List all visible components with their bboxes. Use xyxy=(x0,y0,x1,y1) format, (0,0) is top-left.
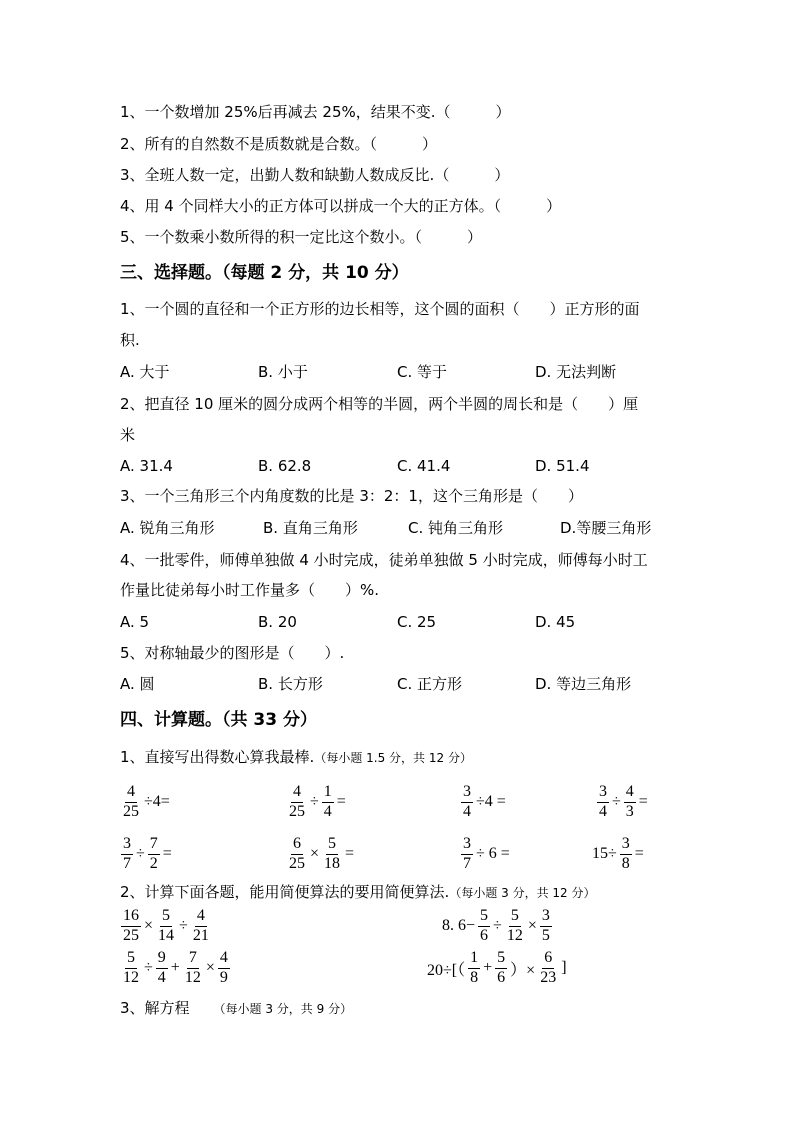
choice-q3-option-d: D.等腰三角形 xyxy=(560,519,652,537)
judgement-item-1: 1、一个数增加 25%后再减去 25%，结果不变.（ ） xyxy=(120,103,511,121)
calc-q3-label xyxy=(120,998,352,1019)
choice-q5-option-c: C. 正方形 xyxy=(397,675,463,693)
calc-expr-3: $\frac{5}{12}$ ÷ $\frac{9}{4}$ + $\frac{7}{12}$ × $\frac{4}{9}$ xyxy=(123,949,228,986)
mental-expr-8: 15÷ $\frac{3}{8}$ = xyxy=(592,835,644,872)
calc-q1-text: 1、直接写出得数心算我最棒. xyxy=(120,748,315,766)
choice-q2-option-a: A. 31.4 xyxy=(120,457,173,475)
choice-q2-option-c: C. 41.4 xyxy=(397,457,451,475)
choice-q1-option-d: D. 无法判断 xyxy=(535,363,617,381)
choice-q3-line1: 3、一个三角形三个内角度数的比是 3：2：1，这个三角形是（ ） xyxy=(120,487,583,505)
choice-q5-option-d: D. 等边三角形 xyxy=(535,675,632,693)
mental-expr-2: $\frac{4}{25}$ ÷ $\frac{1}{4}$ = xyxy=(289,783,346,820)
mental-expr-3: $\frac{3}{4}$ ÷4 = xyxy=(463,783,506,820)
choice-q4-line1: 4、一批零件，师傅单独做 4 小时完成，徒弟单独做 5 小时完成，师傅每小时工 xyxy=(120,551,648,569)
mental-expr-1: $\frac{4}{25}$ ÷4= xyxy=(123,783,170,820)
choice-q1-option-b: B. 小于 xyxy=(258,363,308,381)
judgement-item-4: 4、用 4 个同样大小的正方体可以拼成一个大的正方体。（ ） xyxy=(120,197,562,215)
mental-expr-5: $\frac{3}{7}$ ÷ $\frac{7}{2}$ = xyxy=(123,835,172,872)
choice-q5-option-b: B. 长方形 xyxy=(258,675,323,693)
choice-q2-line1: 2、把直径 10 厘米的圆分成两个相等的半圆，两个半圆的周长和是（ ）厘 xyxy=(120,395,639,413)
calc-expr-2: 8. 6− $\frac{5}{6}$ ÷ $\frac{5}{12}$ × $\frac{3}{5}$ xyxy=(442,907,550,944)
calc-q1-note: （每小题 1.5 分，共 12 分） xyxy=(314,751,472,765)
choice-q2-option-d: D. 51.4 xyxy=(535,457,590,475)
choice-q2-option-b: B. 62.8 xyxy=(258,457,312,475)
calc-q1-label xyxy=(120,747,472,768)
choice-q1-line1: 1、一个圆的直径和一个正方形的边长相等，这个圆的面积（ ）正方形的面 xyxy=(120,300,640,318)
choice-q2-line2: 米 xyxy=(120,426,136,444)
calc-q2-text: 2、计算下面各题，能用简便算法的要用简便算法. xyxy=(120,883,450,901)
mental-expr-6: $\frac{6}{25}$ × $\frac{5}{18}$ = xyxy=(289,835,355,872)
calc-q2-note: （每小题 3 分，共 12 分） xyxy=(449,886,596,900)
choice-q1-line2: 积. xyxy=(120,331,140,349)
choice-q5-option-a: A. 圆 xyxy=(120,675,155,693)
choice-q3-option-b: B. 直角三角形 xyxy=(263,519,358,537)
choice-q4-line2: 作量比徒弟每小时工作量多（ ）%. xyxy=(120,581,380,599)
judgement-item-3: 3、全班人数一定，出勤人数和缺勤人数成反比.（ ） xyxy=(120,166,510,184)
judgement-item-2: 2、所有的自然数不是质数就是合数。（ ） xyxy=(120,135,438,153)
section-3-title: 三、选择题。（每题 2 分，共 10 分） xyxy=(120,263,409,283)
choice-q4-option-d: D. 45 xyxy=(535,613,576,631)
choice-q3-option-c: C. 钝角三角形 xyxy=(408,519,504,537)
mental-expr-7: $\frac{3}{7}$ ÷ 6 = xyxy=(463,835,510,872)
calc-q2-label xyxy=(120,882,596,903)
choice-q4-option-b: B. 20 xyxy=(258,613,297,631)
calc-expr-4: 20÷[（ $\frac{1}{8}$ + $\frac{5}{6}$ ）× $\frac{6}{23}$ ] xyxy=(427,949,567,986)
section-4-title: 四、计算题。（共 33 分） xyxy=(120,710,317,730)
choice-q4-option-a: A. 5 xyxy=(120,613,150,631)
mental-expr-4: $\frac{3}{4}$ ÷ $\frac{4}{3}$ = xyxy=(599,783,648,820)
judgement-item-5: 5、一个数乘小数所得的积一定比这个数小。（ ） xyxy=(120,228,483,246)
calc-q3-note: （每小题 3 分，共 9 分） xyxy=(213,1002,353,1016)
choice-q4-option-c: C. 25 xyxy=(397,613,437,631)
choice-q1-option-c: C. 等于 xyxy=(397,363,448,381)
calc-expr-1: $\frac{16}{25}$ × $\frac{5}{14}$ ÷ $\frac{4}{21}$ xyxy=(123,907,209,944)
calc-q3-text: 3、解方程 xyxy=(120,999,190,1017)
choice-q5-line1: 5、对称轴最少的图形是（ ）. xyxy=(120,644,345,662)
choice-q3-option-a: A. 锐角三角形 xyxy=(120,519,215,537)
choice-q1-option-a: A. 大于 xyxy=(120,363,170,381)
